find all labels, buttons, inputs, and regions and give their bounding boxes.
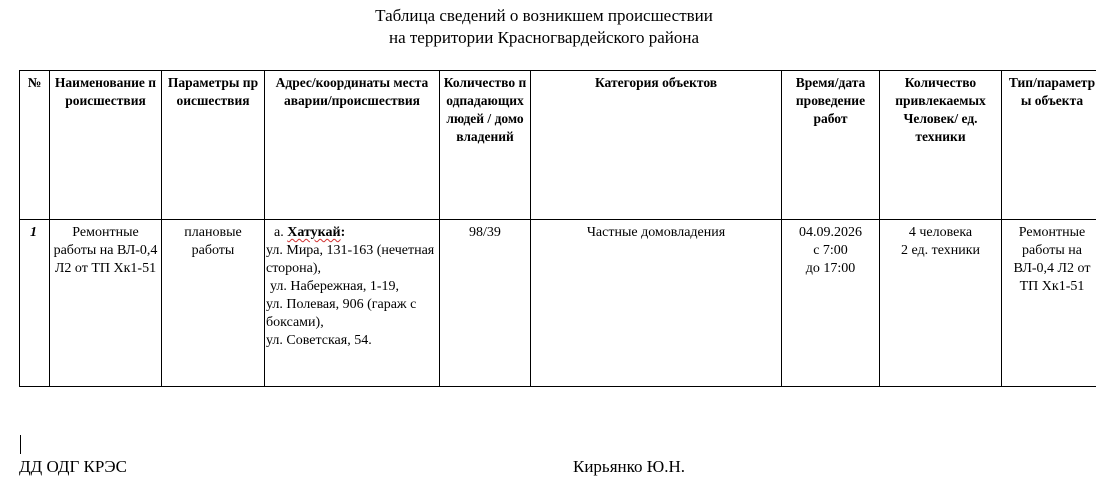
header-resources: Количество привлекаемых Человек/ ед. техники xyxy=(880,71,1002,220)
address-line: ул. Полевая, 906 (гараж с боксами), xyxy=(266,297,417,330)
header-affected-count: Количество подпадающих людей / домовладений xyxy=(440,71,531,220)
header-object-category: Категория объектов xyxy=(531,71,782,220)
row-number: 1 xyxy=(20,220,50,387)
locality-suffix: : xyxy=(340,225,346,240)
row-incident-name: Ремонтные работы на ВЛ-0,4 Л2 от ТП Хк1-51 xyxy=(50,220,162,387)
row-work-time xyxy=(782,220,880,387)
header-number: № xyxy=(20,71,50,220)
row-affected-count: 98/39 xyxy=(440,220,531,387)
table-row xyxy=(20,220,1096,387)
row-resources xyxy=(880,220,1002,387)
row-incident-params: плановые работы xyxy=(162,220,265,387)
header-incident-name: Наименование происшествия xyxy=(50,71,162,220)
header-address: Адрес/координаты места аварии/происшествия xyxy=(265,71,440,220)
title-line-1: Таблица сведений о возникшем происшествии xyxy=(375,6,713,25)
resources-people: 4 человека xyxy=(908,225,973,240)
row-address xyxy=(265,220,440,387)
row-object-type: Ремонтные работы на ВЛ-0,4 Л2 от ТП Хк1-51 xyxy=(1002,220,1096,387)
header-incident-params: Параметры происшествия xyxy=(162,71,265,220)
address-locality xyxy=(266,224,436,242)
row-object-category: Частные домовладения xyxy=(531,220,782,387)
incident-table xyxy=(19,70,1096,387)
title-line-2: на территории Красногвардейского района xyxy=(388,28,700,47)
header-object-type: Тип/параметры объекта xyxy=(1002,71,1096,220)
document-title xyxy=(0,5,1088,49)
work-end: до 17:00 xyxy=(805,261,856,276)
work-start: с 7:00 xyxy=(813,243,848,258)
locality-prefix: а. xyxy=(274,225,288,240)
header-work-time: Время/дата проведение работ xyxy=(782,71,880,220)
table-header-row xyxy=(20,71,1096,220)
footer-organization: ДД ОДГ КРЭС xyxy=(19,457,127,476)
resources-equipment: 2 ед. техники xyxy=(900,243,981,258)
locality-name: Хатукай xyxy=(287,225,341,240)
address-line: ул. Советская, 54. xyxy=(266,333,372,348)
address-line: ул. Набережная, 1-19, xyxy=(270,279,400,294)
footer-signatory: Кирьянко Ю.Н. xyxy=(573,457,686,476)
address-line: ул. Мира, 131-163 (нечетная сторона), xyxy=(266,243,435,276)
work-date: 04.09.2026 xyxy=(799,225,862,240)
text-cursor xyxy=(20,435,21,454)
